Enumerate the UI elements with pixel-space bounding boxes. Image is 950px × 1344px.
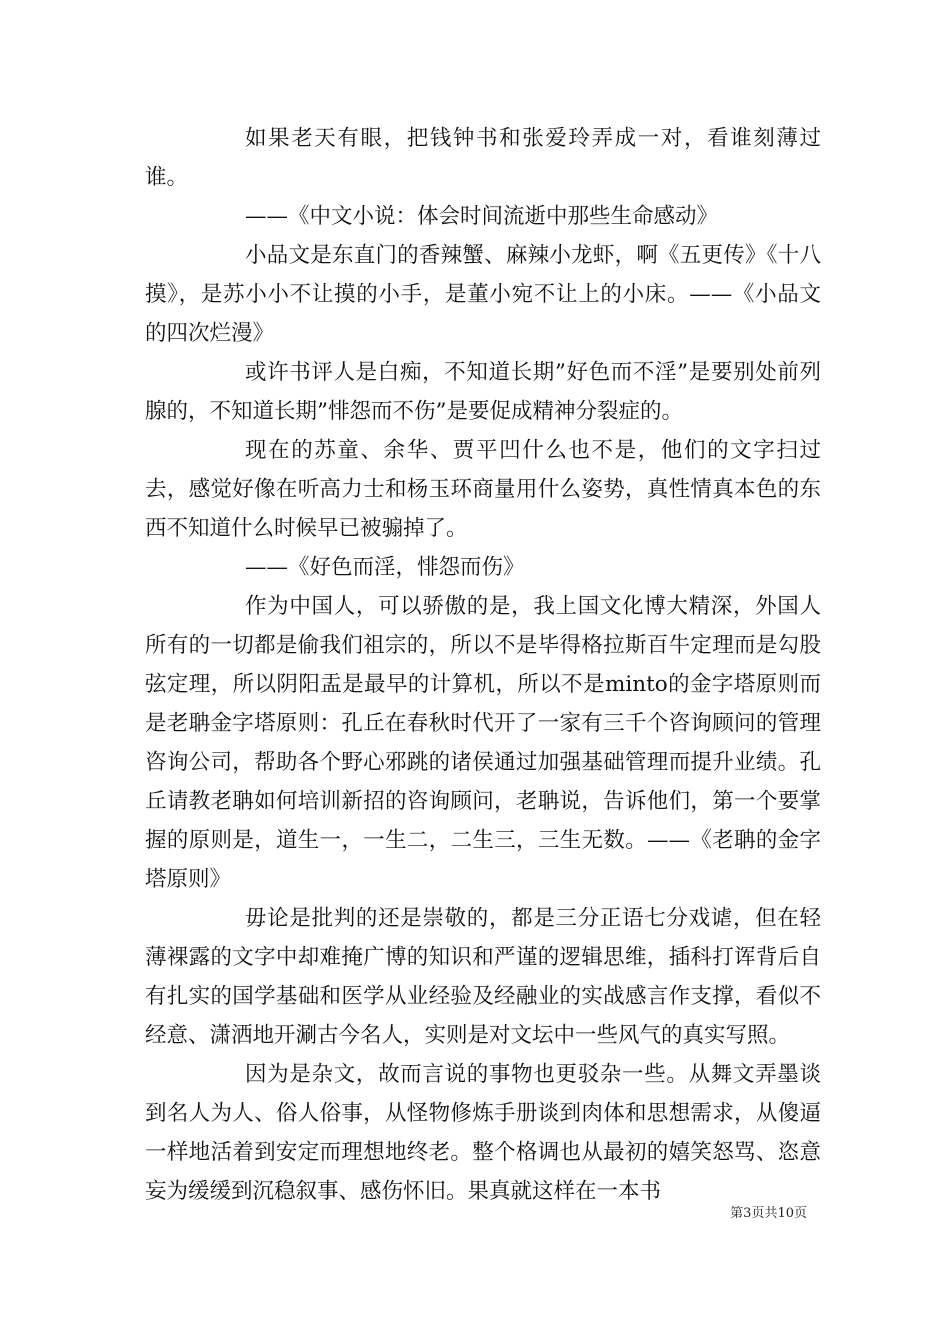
paragraph-7: 因为是杂文，故而言说的事物也更驳杂一些。从舞文弄墨谈到名人为人、俗人俗事，从怪物修炼手册谈到肉体和思想需求，从傻逼一样地活着到安定而理想地终老。整个格调也从最初的嬉笑怒骂、恣意妄为缓缓到沉稳叙事、感伤怀旧。果真就这样在一本书 <box>145 1062 821 1204</box>
paragraph-3: 或许书评人是白痴，不知道长期”好色而不淫”是要别处前列腺的，不知道长期”悱怨而不伤”是要促成精神分裂症的。 <box>145 360 821 424</box>
document-body <box>145 119 821 1211</box>
quote-source-1: ——《中文小说：体会时间流逝中那些生命感动》 <box>245 204 719 229</box>
quote-source-2: ——《好色而淫，悱怨而伤》 <box>245 555 525 580</box>
paragraph-5: 作为中国人，可以骄傲的是，我上国文化博大精深，外国人所有的一切都是偷我们祖宗的，所以不是毕得格拉斯百牛定理而是勾股弦定理，所以阴阳盂是最早的计算机，所以不是minto的金字塔原则而是老聃金字塔原则：孔丘在春秋时代开了一家有三千个咨询顾问的管理咨询公司，帮助各个野心邪跳的诸侯通过加强基础管理而提升业绩。孔丘请教老聃如何培训新招的咨询顾问，老聃说，告诉他们，第一个要掌握的原则是，道生一，一生二，二生三，三生无数。——《老聃的金字塔原则》 <box>145 594 821 892</box>
paragraph-4: 现在的苏童、余华、贾平凹什么也不是，他们的文字扫过去，感觉好像在听高力士和杨玉环商量用什么姿势，真性情真本色的东西不知道什么时候早已被骟掉了。 <box>145 438 821 541</box>
paragraph-1: 如果老天有眼，把钱钟书和张爱玲弄成一对，看谁刻薄过谁。 <box>145 126 821 190</box>
page-number: 第3页共10页 <box>730 1206 807 1221</box>
paragraph-2: 小品文是东直门的香辣蟹、麻辣小龙虾，啊《五更传》《十八摸》，是苏小小不让摸的小手，是董小宛不让上的小床。——《小品文的四次烂漫》 <box>145 243 821 346</box>
paragraph-6: 毋论是批判的还是崇敬的，都是三分正语七分戏谑，但在轻薄裸露的文字中却难掩广博的知识和严谨的逻辑思维，插科打诨背后自有扎实的国学基础和医学从业经验及经融业的实战感言作支撑，看似不经意、潇洒地开涮古今名人，实则是对文坛中一些风气的真实写照。 <box>145 906 821 1048</box>
